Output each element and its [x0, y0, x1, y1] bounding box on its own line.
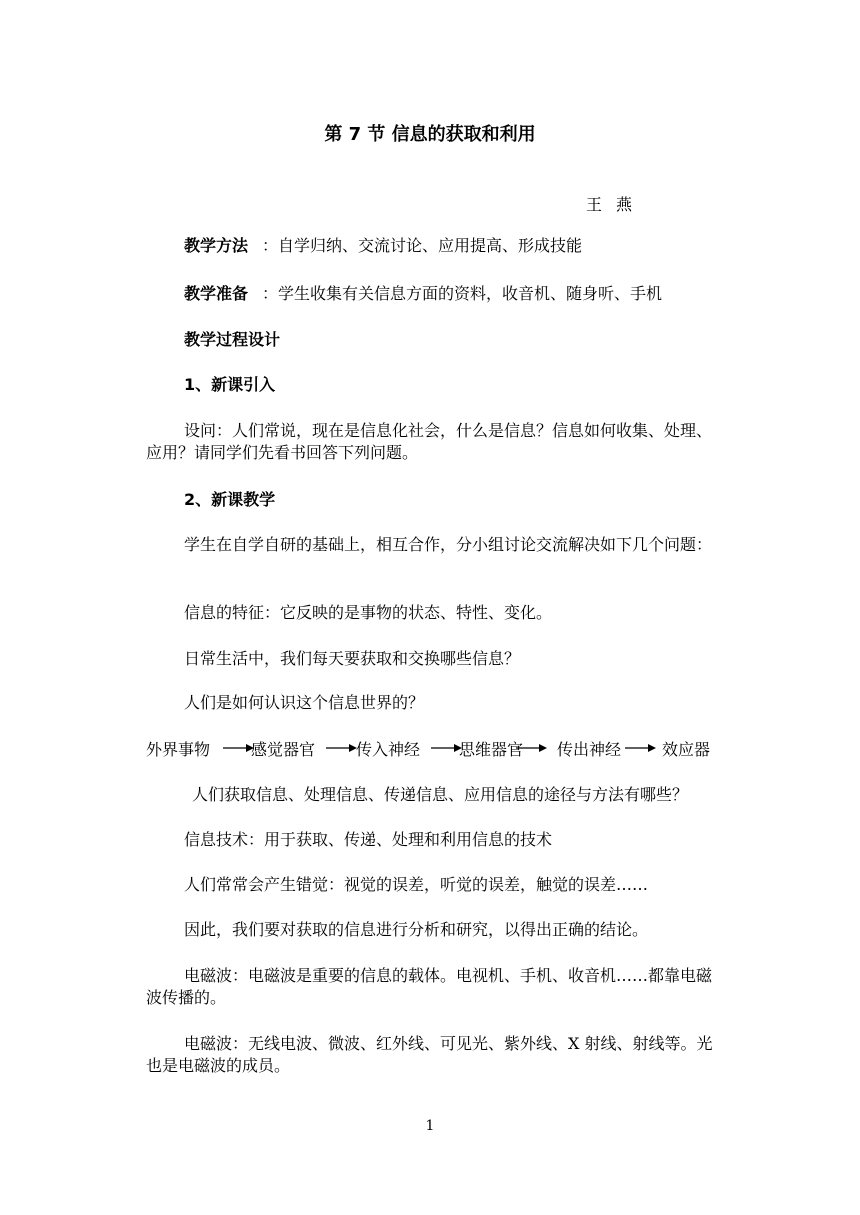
- daily-question: 日常生活中，我们每天要获取和交换哪些信息？: [184, 649, 521, 668]
- teaching-preparation: [146, 283, 714, 305]
- em-wave-paragraph-1: 电磁波：电磁波是重要的信息的载体。电视机、手机、收音机……都靠电磁波传播的。: [146, 966, 713, 1007]
- teaching-method-sep: ：: [262, 236, 279, 255]
- author-name: 王燕: [586, 195, 647, 214]
- flow-step: 感觉器官: [251, 740, 316, 759]
- section2-heading: 2、新课教学: [184, 490, 276, 509]
- arrow-right-icon: [514, 737, 548, 759]
- section1-heading: 1、新课引入: [184, 375, 276, 394]
- arrow-right-icon: [324, 737, 358, 759]
- world-question: 人们是如何认识这个信息世界的？: [184, 693, 425, 712]
- arrow-right-icon: [221, 737, 255, 759]
- process-heading: 教学过程设计: [184, 330, 281, 349]
- teaching-preparation-text: 学生收集有关信息方面的资料，收音机、随身听、手机: [278, 284, 663, 303]
- conclusion-paragraph: 因此，我们要对获取的信息进行分析和研究，以得出正确的结论。: [184, 920, 649, 939]
- teaching-preparation-sep: ：: [262, 284, 279, 303]
- arrow-right-icon: [623, 737, 657, 759]
- flow-step: 思维器官: [459, 740, 524, 759]
- em-wave-paragraph-2: 电磁波：无线电波、微波、红外线、可见光、紫外线、X 射线、射线等。光也是电磁波的成员。: [146, 1034, 713, 1075]
- teaching-method: [146, 235, 714, 257]
- perception-flow: [146, 737, 716, 761]
- teaching-preparation-label: 教学准备: [184, 284, 249, 303]
- teaching-method-text: 自学归纳、交流讨论、应用提高、形成技能: [278, 236, 583, 255]
- page-title: 第 7 节 信息的获取和利用: [324, 124, 536, 145]
- teaching-method-label: 教学方法: [184, 236, 249, 255]
- arrow-right-icon: [429, 737, 463, 759]
- section1-paragraph: 设问：人们常说，现在是信息化社会，什么是信息？信息如何收集、处理、应用？请同学们先看书回答下列问题。: [146, 421, 713, 462]
- methods-question: 人们获取信息、处理信息、传递信息、应用信息的途径与方法有哪些？: [192, 785, 689, 804]
- features-paragraph: 信息的特征：它反映的是事物的状态、特性、变化。: [184, 603, 553, 622]
- page-number: 1: [425, 1118, 435, 1134]
- flow-step: 传入神经: [356, 740, 421, 759]
- section2-paragraph: 学生在自学自研的基础上，相互合作，分小组讨论交流解决如下几个问题：: [184, 535, 713, 554]
- illusions-paragraph: 人们常常会产生错觉：视觉的误差，听觉的误差，触觉的误差……: [184, 875, 649, 894]
- flow-step: 效应器: [662, 740, 711, 759]
- flow-step: 外界事物: [146, 740, 211, 759]
- it-definition: 信息技术：用于获取、传递、处理和利用信息的技术: [184, 830, 553, 849]
- flow-step: 传出神经: [557, 740, 622, 759]
